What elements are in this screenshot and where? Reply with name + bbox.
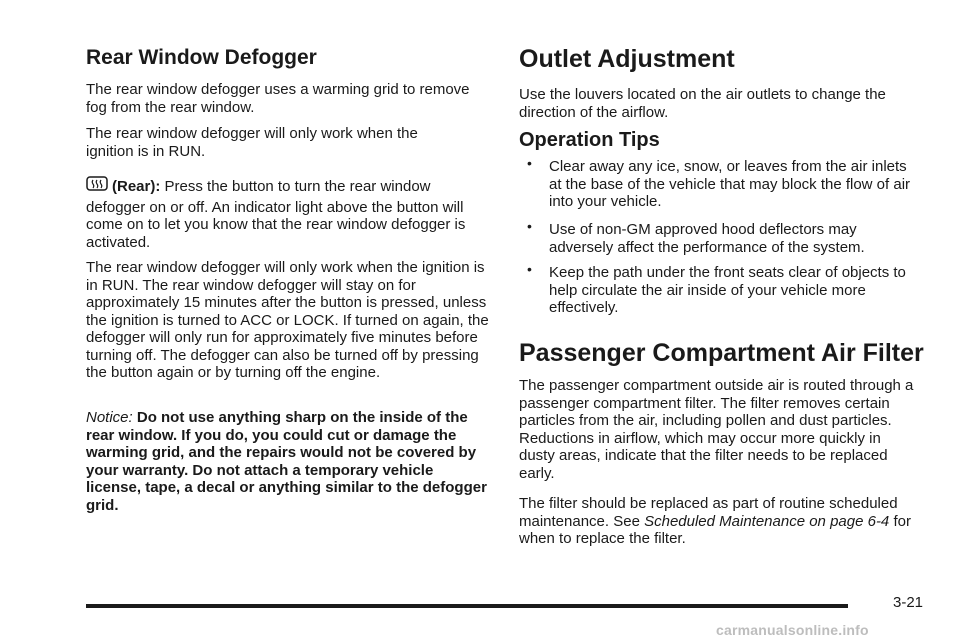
defogger-button-text: Press the button to turn the rear window defogger on or off. An indicator light above the button will come on to let you know that the rear window defogger is activated. <box>86 178 466 251</box>
list-item <box>527 155 922 211</box>
watermark: carmanualsonline.info <box>716 622 869 638</box>
rear-label: (Rear): <box>112 178 161 195</box>
bullet-icon: • <box>527 261 532 277</box>
section-title-air-filter: Passenger Compartment Air Filter <box>519 339 924 367</box>
section-title-rear-window-defogger: Rear Window Defogger <box>86 46 317 69</box>
tip-text: Clear away any ice, snow, or leaves from the air inlets at the base of the vehicle that may block the flow of air into your vehicle. <box>549 158 911 210</box>
footer-rule <box>86 604 848 608</box>
tip-text: Use of non-GM approved hood deflectors may adversely affect the performance of the system. <box>549 221 865 256</box>
paragraph-filter-replacement <box>519 495 914 548</box>
section-title-outlet-adjustment: Outlet Adjustment <box>519 45 735 73</box>
page-number: 3-21 <box>893 594 924 611</box>
paragraph-defogger-ignition: The rear window defogger will only work when the ignition is in RUN. <box>86 125 418 160</box>
paragraph-defogger-button <box>86 176 491 251</box>
bullet-icon: • <box>527 155 532 171</box>
bullet-icon: • <box>527 218 532 234</box>
notice-label: Notice: <box>86 409 133 426</box>
tip-text: Keep the path under the front seats clear of objects to help circulate the air inside of your vehicle more effectively. <box>549 264 906 316</box>
list-item <box>527 218 922 256</box>
filter-replacement-text-end: for when to replace the filter. <box>519 512 911 547</box>
notice-text: Do not use anything sharp on the inside of the rear window. If you do, you could cut or damage the warming grid, and the repairs would not be covered by your warranty. Do not attach a temporary vehicle license, tape, a decal or anything similar to the defogger grid. <box>86 409 487 514</box>
rear-defogger-icon <box>86 176 108 199</box>
filter-replacement-text: The filter should be replaced as part of routine scheduled maintenance. See <box>519 495 898 530</box>
paragraph-defogger-timer: The rear window defogger will only work when the ignition is in RUN. The rear window defogger will stay on for approximately 15 minutes after the button is pressed, unless the ignition is turned to ACC or LOCK. If turned on again, the defogger will only run for approximately five minutes before turning off. The defogger can also be turned off by pressing the button again or by turning off the engine. <box>86 259 489 381</box>
scheduled-maintenance-link[interactable]: Scheduled Maintenance on page 6-4 <box>644 512 890 530</box>
list-item <box>527 261 922 317</box>
paragraph-defogger-intro: The rear window defogger uses a warming grid to remove fog from the rear window. <box>86 81 470 116</box>
subtitle-operation-tips: Operation Tips <box>519 129 660 151</box>
notice-paragraph <box>86 409 491 514</box>
paragraph-outlet-louvers: Use the louvers located on the air outlets to change the direction of the airflow. <box>519 86 886 121</box>
paragraph-air-filter: The passenger compartment outside air is routed through a passenger compartment filter. The filter removes certain particles from the air, including pollen and dust particles. Reductions in airflow, which may occur more quickly in dusty areas, indicate that the filter needs to be replaced early. <box>519 377 914 482</box>
